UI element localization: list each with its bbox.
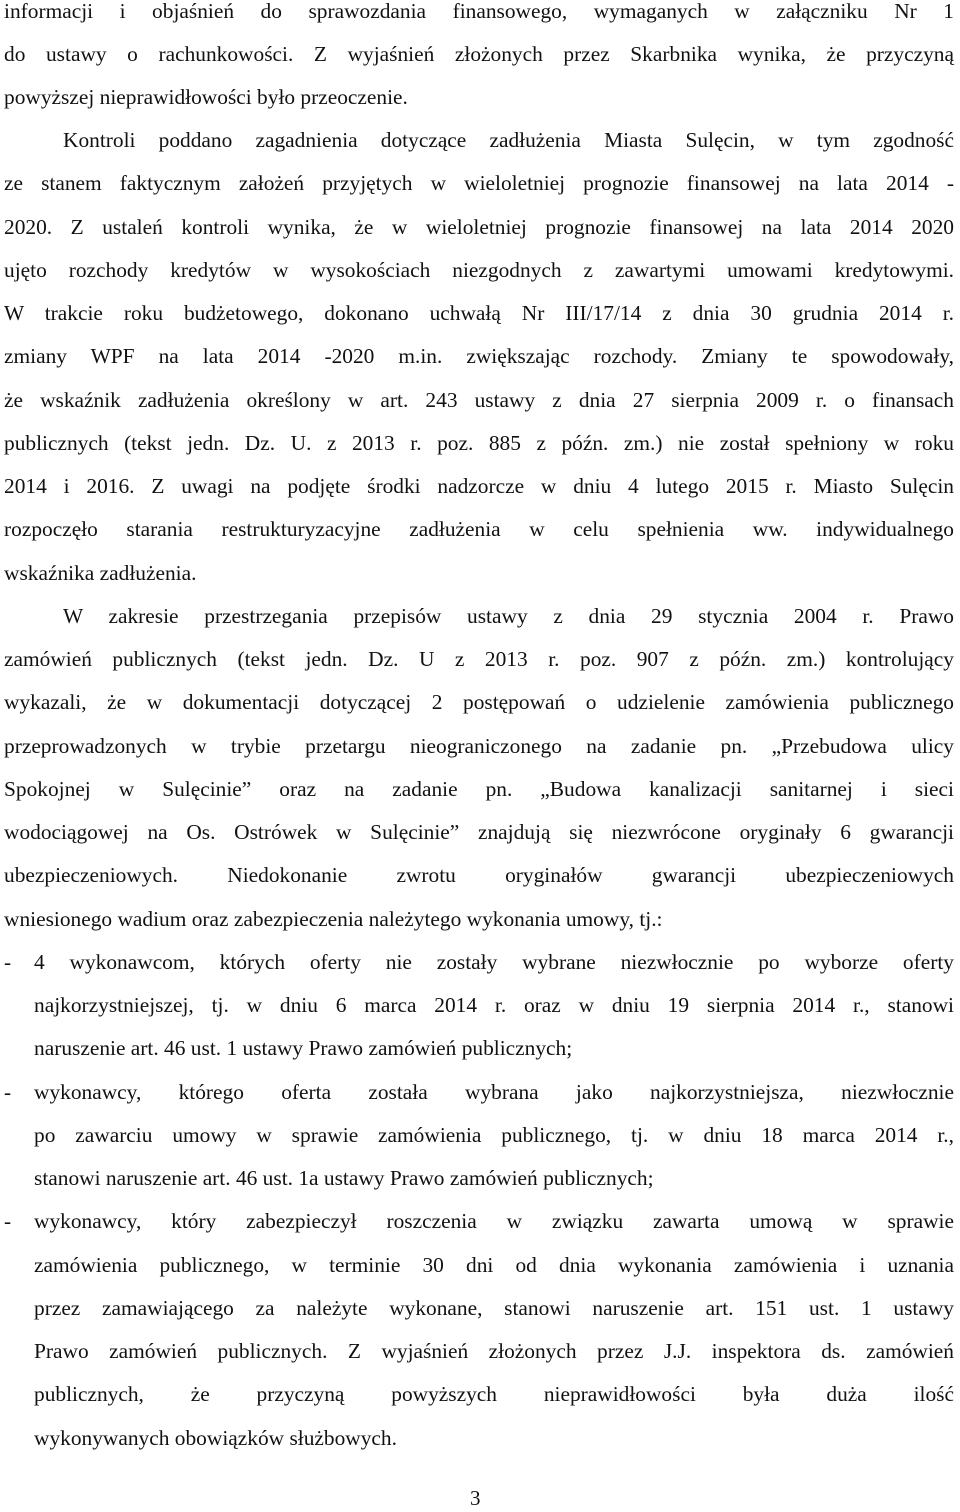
paragraph-line: 2020. Z ustaleń kontroli wynika, że w wieloletniej prognozie finansowej na lata 2014 2020 <box>4 215 954 239</box>
list-dash: - <box>4 950 12 974</box>
paragraph-line: do ustawy o rachunkowości. Z wyjaśnień złożonych przez Skarbnika wynika, że przyczyną <box>4 42 954 66</box>
paragraph-line: że wskaźnik zadłużenia określony w art. 243 ustawy z dnia 27 sierpnia 2009 r. o finansach <box>4 388 954 412</box>
paragraph-line: 2014 i 2016. Z uwagi na podjęte środki nadzorcze w dniu 4 lutego 2015 r. Miasto Sulęcin <box>4 474 954 498</box>
paragraph-line: wodociągowej na Os. Ostrówek w Sulęcinie” znajdują się niezwrócone oryginały 6 gwarancji <box>4 820 954 844</box>
list-item-line: wykonawcy, który zabezpieczył roszczenia w związku zawarta umową w sprawie <box>34 1209 954 1233</box>
paragraph-line: Kontroli poddano zagadnienia dotyczące zadłużenia Miasta Sulęcin, w tym zgodność <box>63 128 954 152</box>
paragraph-line: Spokojnej w Sulęcinie” oraz na zadanie pn. „Budowa kanalizacji sanitarnej i sieci <box>4 777 954 801</box>
paragraph-line: wykazali, że w dokumentacji dotyczącej 2 postępowań o udzielenie zamówienia publicznego <box>4 690 954 714</box>
paragraph-line: zmiany WPF na lata 2014 -2020 m.in. zwiększając rozchody. Zmiany te spowodowały, <box>4 344 954 368</box>
list-item-line: naruszenie art. 46 ust. 1 ustawy Prawo zamówień publicznych; <box>34 1036 573 1060</box>
list-item-line: najkorzystniejszej, tj. w dniu 6 marca 2014 r. oraz w dniu 19 sierpnia 2014 r., stanowi <box>34 993 954 1017</box>
list-item-line: wykonawcy, którego oferta została wybrana jako najkorzystniejsza, niezwłocznie <box>34 1080 954 1104</box>
paragraph-line: wskaźnika zadłużenia. <box>4 561 197 585</box>
paragraph-line: ujęto rozchody kredytów w wysokościach niezgodnych z zawartymi umowami kredytowymi. <box>4 258 954 282</box>
list-dash: - <box>4 1080 12 1104</box>
list-item-line: stanowi naruszenie art. 46 ust. 1a ustawy Prawo zamówień publicznych; <box>34 1166 654 1190</box>
list-item-line: przez zamawiającego za należyte wykonane, stanowi naruszenie art. 151 ust. 1 ustawy <box>34 1296 954 1320</box>
list-item-line: wykonywanych obowiązków służbowych. <box>34 1426 397 1450</box>
paragraph-line: wniesionego wadium oraz zabezpieczenia należytego wykonania umowy, tj.: <box>4 907 663 931</box>
paragraph-line: W zakresie przestrzegania przepisów ustawy z dnia 29 stycznia 2004 r. Prawo <box>63 604 954 628</box>
paragraph-line: W trakcie roku budżetowego, dokonano uchwałą Nr III/17/14 z dnia 30 grudnia 2014 r. <box>4 301 954 325</box>
list-item-line: zamówienia publicznego, w terminie 30 dni od dnia wykonania zamówienia i uznania <box>34 1253 954 1277</box>
list-item-line: 4 wykonawcom, których oferty nie zostały wybrane niezwłocznie po wyborze oferty <box>34 950 954 974</box>
page-number: 3 <box>470 1486 481 1510</box>
list-item-line: po zawarciu umowy w sprawie zamówienia publicznego, tj. w dniu 18 marca 2014 r., <box>34 1123 954 1147</box>
paragraph-line: rozpoczęło starania restrukturyzacyjne zadłużenia w celu spełnienia ww. indywidualnego <box>4 517 954 541</box>
paragraph-line: informacji i objaśnień do sprawozdania finansowego, wymaganych w załączniku Nr 1 <box>4 0 954 23</box>
paragraph-line: ze stanem faktycznym założeń przyjętych w wieloletniej prognozie finansowej na lata 2014 - <box>4 171 954 195</box>
paragraph-line: przeprowadzonych w trybie przetargu nieograniczonego na zadanie pn. „Przebudowa ulicy <box>4 734 954 758</box>
paragraph-line: powyższej nieprawidłowości było przeoczenie. <box>4 85 408 109</box>
list-item-line: Prawo zamówień publicznych. Z wyjaśnień złożonych przez J.J. inspektora ds. zamówień <box>34 1339 954 1363</box>
list-dash: - <box>4 1209 12 1233</box>
list-item-line: publicznych, że przyczyną powyższych nieprawidłowości była duża ilość <box>34 1382 954 1406</box>
paragraph-line: ubezpieczeniowych. Niedokonanie zwrotu oryginałów gwarancji ubezpieczeniowych <box>4 863 954 887</box>
paragraph-line: zamówień publicznych (tekst jedn. Dz. U z 2013 r. poz. 907 z późn. zm.) kontrolujący <box>4 647 954 671</box>
paragraph-line: publicznych (tekst jedn. Dz. U. z 2013 r. poz. 885 z późn. zm.) nie został spełniony w roku <box>4 431 954 455</box>
